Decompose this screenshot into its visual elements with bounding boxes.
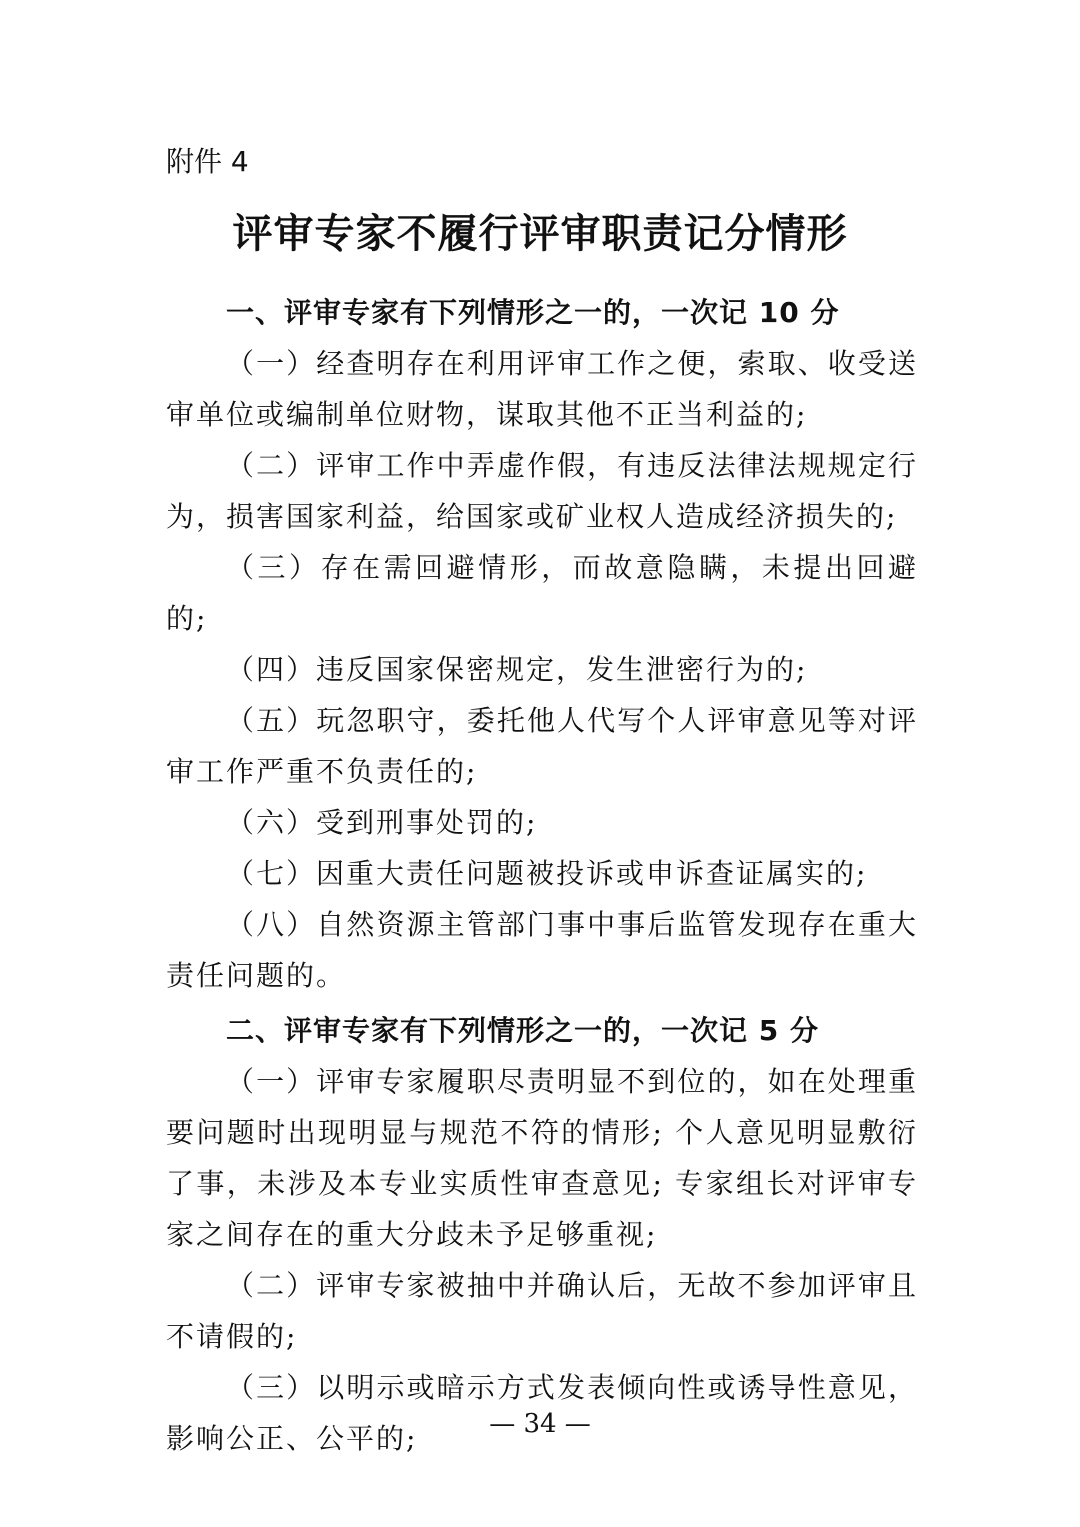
section-2-item-3: （三）以明示或暗示方式发表倾向性或诱导性意见，影响公正、公平的; xyxy=(166,1371,918,1455)
page-number: — 34 — xyxy=(489,1409,591,1439)
section-1-item-7: （七）因重大责任问题被投诉或申诉查证属实的; xyxy=(226,857,868,890)
section-1-item-5: （五）玩忽职守，委托他人代写个人评审意见等对评审工作严重不负责任的; xyxy=(166,704,918,788)
section-1-item-4: （四）违反国家保密规定，发生泄密行为的; xyxy=(226,653,808,686)
section-1-item-1: （一）经查明存在利用评审工作之便，索取、收受送审单位或编制单位财物，谋取其他不正当利益的; xyxy=(166,347,918,431)
section-heading-1: 一、评审专家有下列情形之一的，一次记 10 分 xyxy=(226,296,840,329)
section-1-item-8: （八）自然资源主管部门事中事后监管发现存在重大责任问题的。 xyxy=(166,908,918,992)
document-title: 评审专家不履行评审职责记分情形 xyxy=(232,211,848,257)
document-body xyxy=(166,285,918,1464)
section-1-item-2: （二）评审工作中弄虚作假，有违反法律法规规定行为，损害国家利益，给国家或矿业权人造成经济损失的; xyxy=(166,449,918,533)
attachment-label: 附件 4 xyxy=(166,145,249,178)
section-1-item-6: （六）受到刑事处罚的; xyxy=(226,806,538,839)
section-heading-2: 二、评审专家有下列情形之一的，一次记 5 分 xyxy=(226,1014,819,1047)
section-2-item-1: （一）评审专家履职尽责明显不到位的，如在处理重要问题时出现明显与规范不符的情形; 个人意见明显敷衍了事，未涉及本专业实质性审查意见; 专家组长对评审专家之间存在的重大分歧未予足够重视; xyxy=(166,1065,918,1251)
section-2-item-2: （二）评审专家被抽中并确认后，无故不参加评审且不请假的; xyxy=(166,1269,918,1353)
section-1-item-3: （三）存在需回避情形，而故意隐瞒，未提出回避的; xyxy=(166,551,918,635)
